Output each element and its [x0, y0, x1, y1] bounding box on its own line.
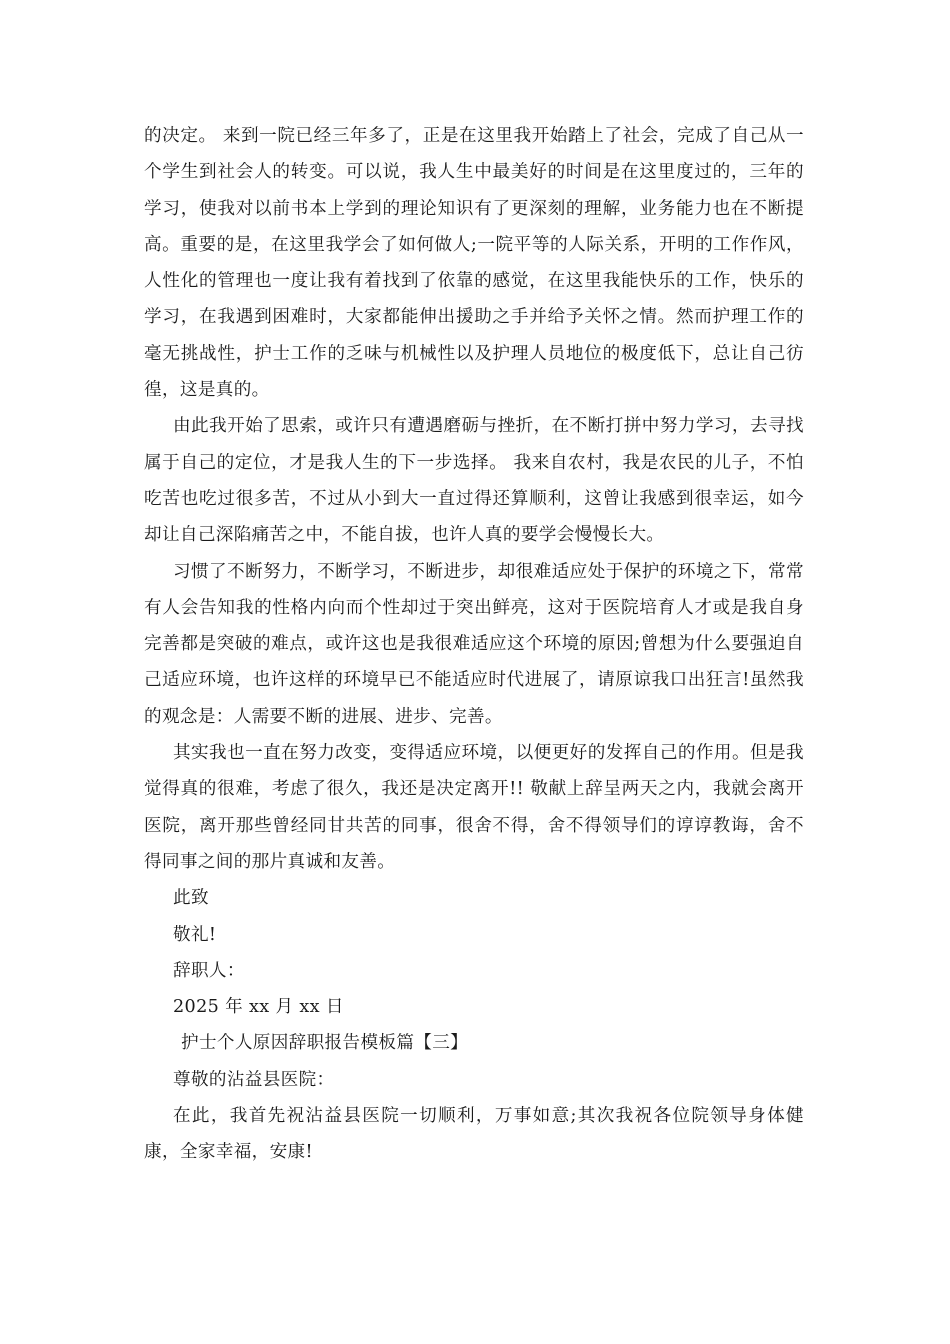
final-paragraph: 在此，我首先祝沾益县医院一切顺利，万事如意;其次我祝各位院领导身体健康，全家幸福，安康!	[144, 1106, 804, 1163]
date-line: 2025 年 xx 月 xx 日	[173, 997, 344, 1018]
salute-line: 敬礼!	[173, 924, 217, 945]
signer-label: 辞职人：	[173, 960, 245, 981]
body-paragraph-4: 其实我也一直在努力改变，变得适应环境，以便更好的发挥自己的作用。但是我觉得真的很难，考虑了很久，我还是决定离开!! 敬献上辞呈两天之内，我就会离开医院，离开那些曾经同甘共苦的同事，很舍不得，舍不得领导们的谆谆教诲，舍不得同事之间的那片真诚和友善。	[144, 743, 804, 872]
body-paragraph-3: 习惯了不断努力，不断学习，不断进步，却很难适应处于保护的环境之下，常常有人会告知我的性格内向而个性却过于突出鲜亮，这对于医院培育人才或是我自身完善都是突破的难点，或许这也是我很难适应这个环境的原因;曾想为什么要强迫自己适应环境，也许这样的环境早已不能适应时代进展了，请原谅我口出狂言!虽然我的观念是：人需要不断的进展、进步、完善。	[144, 561, 804, 727]
section-title: 护士个人原因辞职报告模板篇【三】	[181, 1033, 469, 1054]
closing-line: 此致	[173, 888, 209, 909]
document-page	[144, 118, 804, 1171]
addressee-line: 尊敬的沾益县医院：	[173, 1069, 335, 1090]
body-paragraph-1: 的决定。 来到一院已经三年多了，正是在这里我开始踏上了社会，完成了自己从一个学生到社会人的转变。可以说，我人生中最美好的时间是在这里度过的，三年的学习，使我对以前书本上学到的理论知识有了更深刻的理解，业务能力也在不断提高。重要的是，在这里我学会了如何做人;一院平等的人际关系，开明的工作作风，人性化的管理也一度让我有着找到了依靠的感觉，在这里我能快乐的工作，快乐的学习，在我遇到困难时，大家都能伸出援助之手并给予关怀之情。然而护理工作的毫无挑战性，护士工作的乏味与机械性以及护理人员地位的极度低下，总让自己彷徨，这是真的。	[144, 126, 804, 401]
body-paragraph-2: 由此我开始了思索，或许只有遭遇磨砺与挫折，在不断打拼中努力学习，去寻找属于自己的定位，才是我人生的下一步选择。 我来自农村，我是农民的儿子，不怕吃苦也吃过很多苦，不过从小到大一直过得还算顺利，这曾让我感到很幸运，如今却让自己深陷痛苦之中，不能自拔，也许人真的要学会慢慢长大。	[144, 416, 804, 546]
